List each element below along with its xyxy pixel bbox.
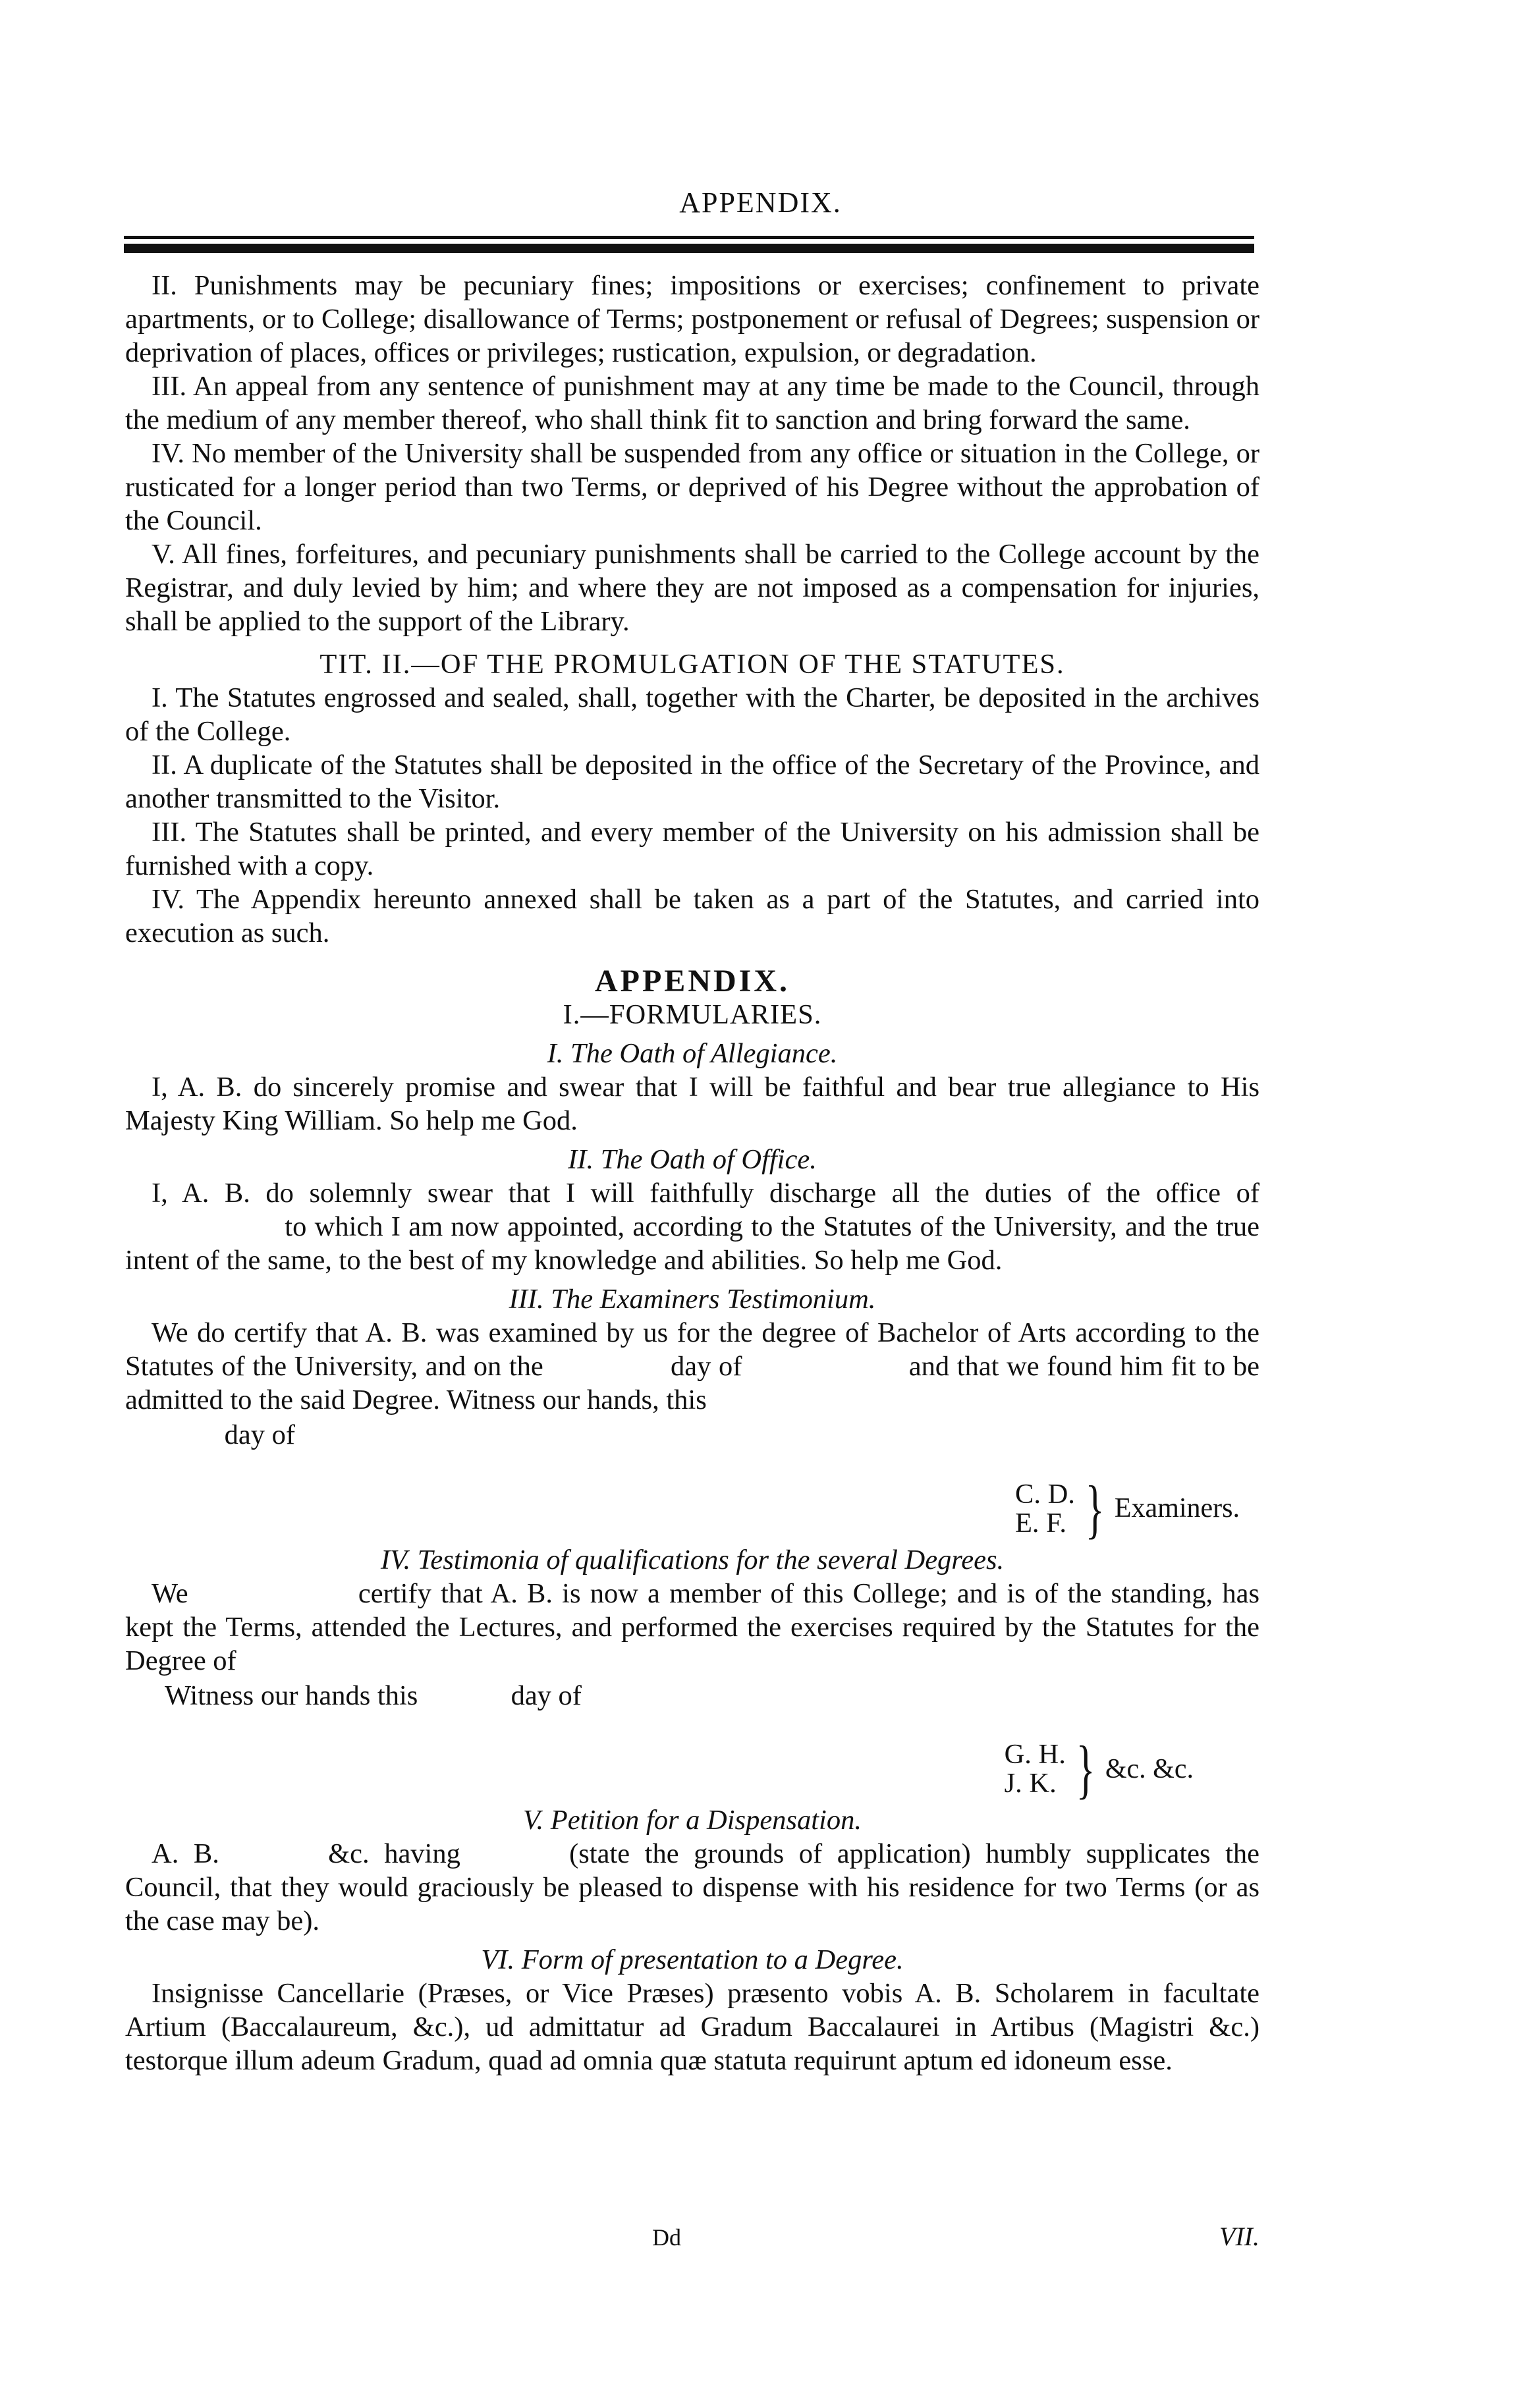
page-footer [125, 2221, 1259, 2252]
oath-office-title: II. The Oath of Office. [568, 1144, 817, 1175]
promulgation-paragraph-i: I. The Statutes engrossed and sealed, shall, together with the Charter, be deposited in the archives of the College. [125, 682, 1259, 747]
dispensation-text [125, 1837, 1259, 1938]
header-rule-thin [124, 236, 1254, 239]
statute-paragraph-iv: IV. No member of the University shall be suspended from any office or situation in the College, or rusticated for a longer period than two Terms, or deprived of his Degree without the approbation of the Council. [125, 438, 1259, 536]
qualifications-witness-a: Witness our hands this [165, 1680, 418, 1711]
qualifications-witness-line [165, 1679, 1259, 1712]
page-body [125, 269, 1259, 2077]
oath-office-text [125, 1176, 1259, 1277]
right-brace-icon: } [1085, 1471, 1105, 1545]
oath-office-text-a: I, A. B. do solemnly swear that I will faithfully discharge all the duties of the office of [152, 1178, 1259, 1209]
title-ii-heading: TIT. II.—OF THE PROMULGATION OF THE STATUTES. [319, 649, 1065, 680]
dispensation-text-c: (state the grounds of application) humbly supplicates the Council, that they would graciously be pleased to dispense with his residence for two Terms (or as the case may be). [125, 1838, 1260, 1936]
examiners-signature-block [125, 1471, 1259, 1545]
right-brace-icon: } [1076, 1732, 1095, 1805]
oath-office-text-b: to which I am now appointed, according to the Statutes of the University, and the true intent of the same, to the best of my knowledge and abilities. So help me God. [125, 1211, 1260, 1276]
oath-allegiance-title: I. The Oath of Allegiance. [547, 1038, 838, 1069]
examiners-text-a: We do certify that A. B. was examined by us for the degree of Bachelor of Arts according to the Statutes of the University, and on the [125, 1317, 1259, 1382]
examiner-name: C. D. [1014, 1478, 1075, 1510]
certifier-name: G. H. [1004, 1739, 1066, 1770]
examiners-role: Examiners. [1114, 1493, 1240, 1523]
dispensation-text-b: &c. having [328, 1838, 460, 1869]
signature-mark: Dd [652, 2224, 681, 2251]
certifier-name: J. K. [1004, 1768, 1057, 1799]
qualifications-text-a: We [152, 1577, 188, 1609]
promulgation-paragraph-iii: III. The Statutes shall be printed, and every member of the University on his admission shall be furnished with a copy. [125, 817, 1259, 881]
header-rule-thick [124, 244, 1254, 253]
qualifications-text-b: certify that A. B. is now a member of this College; and is of the standing, has kept the Terms, attended the Lectures, and performed the exercises required by the Statutes for the Degree of [125, 1577, 1260, 1676]
qualifications-text [125, 1577, 1259, 1678]
promulgation-paragraph-ii: II. A duplicate of the Statutes shall be deposited in the office of the Secretary of the Province, and another transmitted to the Visitor. [125, 750, 1259, 814]
catchword: VII. [1219, 2222, 1259, 2251]
examiner-names [1015, 1480, 1075, 1538]
examiners-title: III. The Examiners Testimonium. [509, 1284, 876, 1315]
examiners-text-c: and that we found him fit to be admitted to the said Degree. Witness our hands, this [125, 1351, 1260, 1415]
dispensation-title: V. Petition for a Dispensation. [523, 1805, 862, 1836]
qualifications-signature-block [125, 1732, 1259, 1805]
promulgation-paragraph-iv: IV. The Appendix hereunto annexed shall be taken as a part of the Statutes, and carried into execution as such. [125, 884, 1259, 948]
presentation-title: VI. Form of presentation to a Degree. [481, 1944, 904, 1975]
dispensation-text-a: A. B. [152, 1838, 219, 1869]
qualifications-signatures [1004, 1732, 1194, 1805]
examiners-text-d: day of [224, 1419, 296, 1450]
examiners-text-b: day of [671, 1351, 742, 1382]
examiner-name: E. F. [1014, 1507, 1067, 1539]
qualifications-witness-b: day of [511, 1680, 582, 1711]
presentation-text: Insignisse Cancellarie (Præses, or Vice Præses) præsento vobis A. B. Scholarem in facultate Artium (Baccalaureum, &c.), ud admittatur ad Gradum Baccalaurei in Artibus (Magistri &c.) testorque illum adeum Gradum, quad ad omnia quæ statuta requirunt aptum ed idoneum esse. [125, 1978, 1259, 2076]
statute-paragraph-ii: II. Punishments may be pecuniary fines; impositions or exercises; confinement to private apartments, or to College; disallowance of Terms; postponement or refusal of Degrees; suspension or deprivation of places, offices or privileges; rustication, expulsion, or degradation. [125, 270, 1259, 368]
certifiers-role: &c. &c. [1105, 1753, 1194, 1784]
statute-paragraph-iii: III. An appeal from any sentence of punishment may at any time be made to the Council, through the medium of any member thereof, who shall think fit to sanction and bring forward the same. [125, 371, 1259, 435]
running-header: APPENDIX. [679, 186, 842, 219]
examiners-date-line [138, 1418, 1259, 1452]
certifier-names [1005, 1740, 1066, 1798]
formularies-heading: I.—FORMULARIES. [563, 999, 822, 1030]
qualifications-title: IV. Testimonia of qualifications for the several Degrees. [380, 1544, 1005, 1575]
appendix-heading: APPENDIX. [595, 964, 790, 999]
statute-paragraph-v: V. All fines, forfeitures, and pecuniary punishments shall be carried to the College account by the Registrar, and duly levied by him; and where they are not imposed as a compensation for injuries, shall be applied to the support of the Library. [125, 539, 1259, 637]
examiners-signatures [1014, 1471, 1240, 1545]
examiners-text [125, 1316, 1259, 1417]
oath-allegiance-text: I, A. B. do sincerely promise and swear that I will be faithful and bear true allegiance to His Majesty King William. So help me God. [125, 1072, 1259, 1136]
